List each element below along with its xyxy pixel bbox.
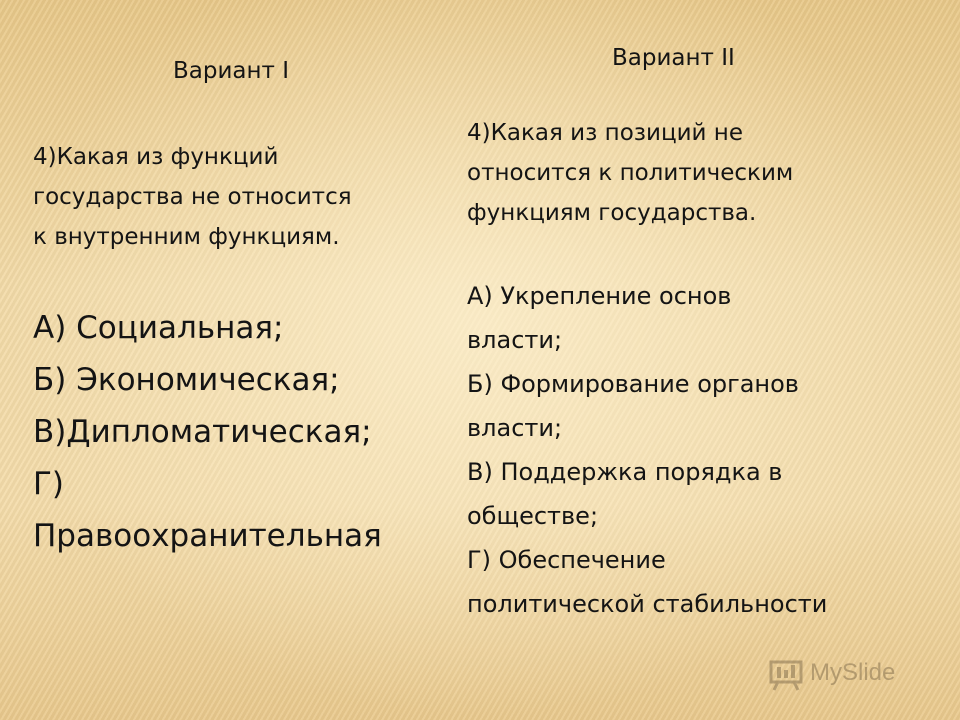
- variant-1-answer: Правоохранительная: [33, 518, 382, 554]
- variant-2-question-line: функциям государства.: [467, 200, 757, 226]
- variant-2-answer: политической стабильности: [467, 590, 828, 618]
- watermark-text: MySlide: [810, 659, 896, 686]
- variant-1-question-line: к внутренним функциям.: [33, 224, 340, 250]
- myslide-watermark: [768, 655, 928, 695]
- variant-2-answer: Б) Формирование органов: [467, 370, 799, 398]
- variant-1-answer: Б) Экономическая;: [33, 362, 340, 398]
- variant-2-answers: [467, 274, 827, 626]
- variant-2-answer: А) Укрепление основ: [467, 282, 732, 310]
- variant-1-question-line: 4)Какая из функций: [33, 144, 279, 170]
- variant-1-heading: Вариант I: [173, 58, 290, 84]
- variant-2-question: [467, 113, 793, 233]
- variant-1-answer: А) Социальная;: [33, 310, 284, 346]
- variant-2-answer: обществе;: [467, 502, 599, 530]
- variant-2-answer: Г) Обеспечение: [467, 546, 666, 574]
- variant-2-question-line: относится к политическим: [467, 160, 794, 186]
- variant-2-answer: В) Поддержка порядка в: [467, 458, 783, 486]
- variant-1-answer: В)Дипломатическая;: [33, 414, 372, 450]
- variant-2-answer: власти;: [467, 326, 563, 354]
- variant-1-answer: Г): [33, 466, 64, 502]
- variant-2-heading: Вариант II: [612, 45, 735, 71]
- variant-1-question: [33, 137, 352, 257]
- variant-2-question-line: 4)Какая из позиций не: [467, 120, 743, 146]
- variant-1-question-line: государства не относится: [33, 184, 352, 210]
- variant-1-answers: [33, 302, 382, 562]
- presentation-board-icon: [768, 657, 804, 693]
- variant-2-answer: власти;: [467, 414, 563, 442]
